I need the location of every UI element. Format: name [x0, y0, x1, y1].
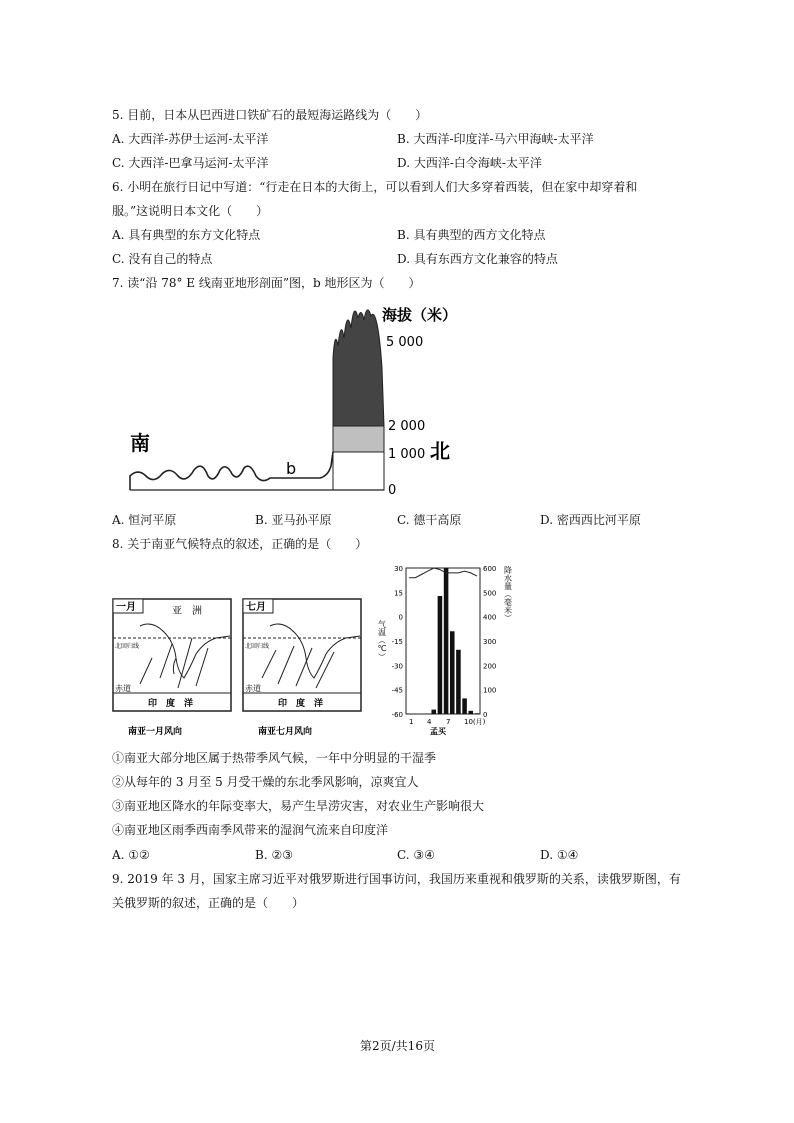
q8-option-d[interactable]: D. ①④	[540, 848, 579, 862]
precip-bar	[444, 568, 449, 714]
q8-statement-4: ④南亚地区雨季西南季风带来的湿润气流来自印度洋	[112, 823, 389, 837]
month-tick-1: 1	[409, 718, 414, 726]
q6-option-c[interactable]: C. 没有自己的特点	[112, 252, 213, 266]
temp-tick-label: 30	[394, 565, 403, 573]
q9-stem-line1: 9. 2019 年 3 月，国家主席习近平对俄罗斯进行国事访问，我国历来重视和俄罗斯的关系，读俄罗斯图，有	[112, 872, 681, 886]
profile-north-label: 北	[430, 439, 450, 463]
temp-tick-label: 15	[394, 589, 403, 598]
tick-1000: 1 000	[388, 447, 426, 462]
month-tick-10: 10(月)	[464, 718, 486, 726]
map1-continent: 亚 洲	[172, 606, 202, 617]
q5-option-b[interactable]: B. 大西洋-印度洋-马六甲海峡-太平洋	[397, 132, 594, 146]
map2-caption: 南亚七月风向	[258, 727, 313, 737]
q5-stem: 5. 目前，日本从巴西进口铁矿石的最短海运路线为（ ）	[112, 108, 428, 122]
precip-bar	[456, 650, 461, 714]
q7-option-c[interactable]: C. 德干高原	[397, 513, 462, 527]
himalaya-shape	[333, 310, 384, 426]
precip-axis-label: 降水量（毫米）	[503, 566, 513, 622]
profile-point-b: b	[286, 459, 297, 478]
temp-tick-label: -15	[391, 638, 403, 646]
precip-bar	[438, 596, 443, 714]
q9-stem-line2: 关俄罗斯的叙述，正确的是（ ）	[112, 896, 305, 910]
map2-equator: 赤道	[245, 684, 261, 693]
january-wind-map	[112, 598, 232, 740]
q6-stem-line2: 服。”这说明日本文化（ ）	[112, 204, 269, 218]
q8-option-c[interactable]: C. ③④	[397, 848, 435, 862]
lowland-profile	[130, 452, 333, 490]
q8-statement-1: ①南亚大部分地区属于热带季风气候，一年中分明显的干湿季	[112, 751, 437, 765]
tick-5000: 5 000	[386, 335, 424, 350]
month-tick-4: 4	[427, 718, 432, 726]
q8-statement-3: ③南亚地区降水的年际变率大，易产生旱涝灾害，对农业生产影响很大	[112, 799, 485, 813]
altitude-title: 海拔（米）	[382, 306, 458, 324]
q6-option-d[interactable]: D. 具有东西方文化兼容的特点	[397, 252, 558, 266]
temp-tick-label: -30	[391, 662, 403, 671]
profile-south-label: 南	[130, 431, 150, 455]
precip-tick-label: 300	[483, 638, 497, 646]
plateau-base	[333, 452, 384, 490]
q8-option-b[interactable]: B. ②③	[255, 848, 293, 862]
map2-month: 七月	[246, 602, 266, 613]
temp-tick-label: 0	[398, 613, 403, 622]
precip-bar	[450, 631, 455, 714]
temp-tick-label: -60	[391, 711, 403, 719]
q6-stem-line1: 6. 小明在旅行日记中写道：“行走在日本的大街上，可以看到人们大多穿着西装，但在家中却穿着和	[112, 180, 638, 194]
q6-option-b[interactable]: B. 具有典型的西方文化特点	[397, 228, 546, 242]
q7-stem: 7. 读“沿 78° E 线南亚地形剖面”图，b 地形区为（ ）	[112, 276, 421, 290]
precip-tick-label: 400	[483, 613, 497, 622]
q7-option-d[interactable]: D. 密西西比河平原	[540, 513, 641, 527]
precip-tick-label: 100	[483, 686, 497, 695]
tick-2000: 2 000	[388, 419, 426, 434]
q7-option-b[interactable]: B. 亚马孙平原	[255, 513, 332, 527]
q8-statement-2: ②从每年的 3 月至 5 月受干燥的东北季风影响，凉爽宜人	[112, 775, 419, 789]
temperature-line	[409, 568, 477, 578]
precip-bar	[462, 698, 467, 714]
precip-bar	[475, 713, 480, 714]
q7-option-a[interactable]: A. 恒河平原	[112, 513, 177, 527]
map1-month: 一月	[116, 602, 136, 613]
q6-option-a[interactable]: A. 具有典型的东方文化特点	[112, 228, 261, 242]
q5-option-a[interactable]: A. 大西洋-苏伊士运河-太平洋	[112, 132, 269, 146]
july-wind-map	[242, 598, 362, 740]
page-footer: 第2页/共16页	[360, 1039, 435, 1053]
precip-tick-label: 500	[483, 589, 497, 598]
q8-stem: 8. 关于南亚气候特点的叙述，正确的是（ ）	[112, 537, 368, 551]
map1-equator: 赤道	[115, 684, 131, 693]
q5-option-c[interactable]: C. 大西洋-巴拿马运河-太平洋	[112, 156, 269, 170]
temp-tick-label: -45	[391, 686, 403, 695]
map1-tropic: 北回归线	[115, 643, 140, 650]
precip-bar	[431, 710, 436, 714]
mumbai-climate-chart	[372, 560, 522, 736]
map2-tropic: 北回归线	[245, 643, 270, 650]
precip-tick-label: 0	[483, 711, 488, 719]
terrain-profile-figure	[120, 298, 460, 498]
map1-caption: 南亚一月风向	[128, 727, 183, 737]
precip-tick-label: 200	[483, 662, 497, 671]
map1-ocean: 印 度 洋	[148, 699, 194, 709]
tick-0: 0	[388, 483, 397, 498]
map2-ocean: 印 度 洋	[278, 699, 324, 709]
temp-axis-label: 气温（℃）	[377, 620, 387, 661]
station-name: 孟买	[430, 727, 446, 736]
plateau-band	[333, 426, 384, 452]
q8-option-a[interactable]: A. ①②	[112, 848, 150, 862]
q5-option-d[interactable]: D. 大西洋-白令海峡-太平洋	[397, 156, 542, 170]
month-tick-7: 7	[446, 718, 451, 726]
precip-bar	[468, 711, 473, 714]
precip-tick-label: 600	[483, 565, 497, 573]
